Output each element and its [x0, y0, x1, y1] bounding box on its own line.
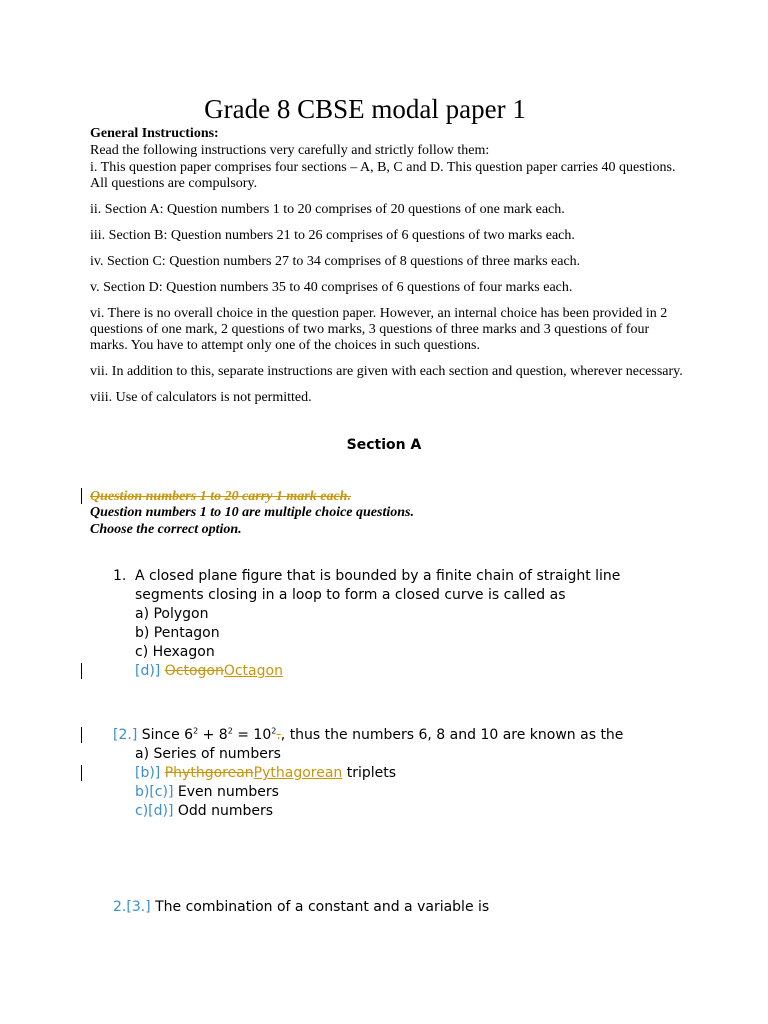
q1-option-c: c) Hexagon	[135, 644, 215, 660]
revision-number: b)[c)]	[135, 784, 174, 800]
change-bar	[81, 765, 82, 781]
q3-line	[113, 898, 489, 917]
mcq-note: Question numbers 1 to 10 are multiple choice questions.	[90, 505, 414, 520]
q1-option-a: a) Polygon	[135, 606, 209, 622]
instruction-vii: vii. In addition to this, separate instructions are given with each section and question, wherever necessary.	[90, 364, 683, 379]
revision-number: [d)]	[135, 663, 161, 679]
superscript: 2	[227, 726, 233, 736]
q2-line	[113, 726, 623, 745]
revision-number: c)[d)]	[135, 803, 174, 819]
instruction-vi: vi. There is no overall choice in the question paper. However, an internal choice has been provided in 2 questions of one mark, 2 questions of two marks, 3 questions of three marks and 3 questions of four marks. You have to attempt only one of the choices in such questions.	[90, 306, 668, 353]
deleted-text: Octogon	[164, 663, 224, 679]
option-text: triplets	[342, 765, 397, 781]
q2-option-a: a) Series of numbers	[135, 746, 281, 762]
q1-number: 1.	[113, 568, 127, 584]
deleted-text: Question numbers 1 to 20 carry 1 mark each.	[90, 489, 351, 504]
section-a-heading: Section A	[346, 437, 422, 453]
general-instructions-heading: General Instructions:	[90, 126, 219, 141]
q2-option-d	[135, 802, 273, 821]
deleted-marks-note	[90, 489, 690, 505]
q1-text-line2: segments closing in a loop to form a closed curve is called as	[135, 587, 566, 603]
q2-text: + 8	[198, 727, 228, 743]
superscript: 2	[193, 726, 199, 736]
instruction-viii: viii. Use of calculators is not permitted.	[90, 390, 312, 405]
option-text: Even numbers	[173, 784, 279, 800]
instructions-intro: Read the following instructions very carefully and strictly follow them:	[90, 143, 490, 158]
choose-option-note: Choose the correct option.	[90, 522, 242, 537]
revision-number: 2.[3.]	[113, 899, 151, 915]
q2-option-b	[135, 764, 396, 783]
q2-option-c	[135, 783, 279, 802]
superscript: 2	[271, 726, 277, 736]
instruction-iii: iii. Section B: Question numbers 21 to 26 comprises of 6 questions of two marks each.	[90, 228, 575, 243]
deleted-text: .	[276, 727, 281, 743]
page-title: Grade 8 CBSE modal paper 1	[204, 94, 526, 124]
instruction-v: v. Section D: Question numbers 35 to 40 comprises of 6 questions of four marks each.	[90, 280, 573, 295]
option-text: Odd numbers	[173, 803, 274, 819]
q1-text-line1: A closed plane figure that is bounded by a finite chain of straight line	[135, 568, 621, 584]
q2-text: = 10	[232, 727, 272, 743]
deleted-text: Phythgorean	[164, 765, 254, 781]
change-bar	[81, 663, 82, 679]
inserted-text: Octagon	[223, 663, 283, 679]
q2-text: , thus the numbers 6, 8 and 10 are known as the	[280, 727, 624, 743]
q2-text: Since 6	[141, 727, 194, 743]
q3-text: The combination of a constant and a variable is	[150, 899, 490, 915]
instruction-ii: ii. Section A: Question numbers 1 to 20 comprises of 20 questions of one mark each.	[90, 202, 565, 217]
instruction-i: i. This question paper comprises four sections – A, B, C and D. This question paper carries 40 questions. All questions are compulsory.	[90, 160, 676, 191]
change-bar	[81, 488, 82, 504]
inserted-text: Pythagorean	[253, 765, 343, 781]
revision-number: [2.]	[113, 727, 138, 743]
q1-option-d	[135, 662, 283, 681]
revision-number: [b)]	[135, 765, 161, 781]
q1-option-b: b) Pentagon	[135, 625, 220, 641]
instruction-iv: iv. Section C: Question numbers 27 to 34 comprises of 8 questions of three marks each.	[90, 254, 581, 269]
change-bar	[81, 727, 82, 743]
